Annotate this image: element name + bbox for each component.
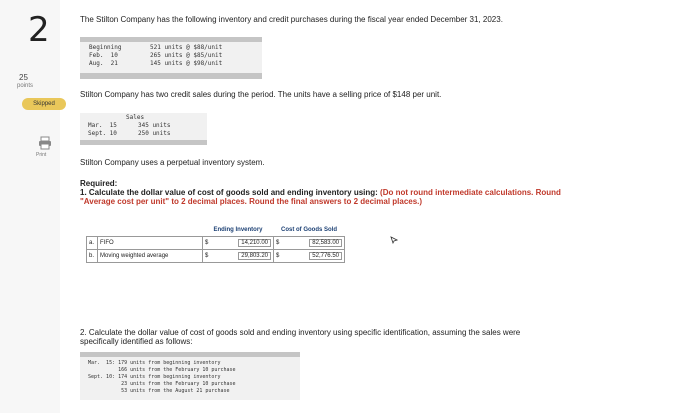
answer-table xyxy=(86,224,345,263)
row-letter: a. xyxy=(87,237,98,250)
ending-inventory-header: Ending Inventory xyxy=(213,227,263,233)
question-number: 2 xyxy=(28,10,50,50)
inventory-box-footer xyxy=(80,73,262,79)
method-moving-average: Moving weighted average xyxy=(98,250,203,263)
print-icon[interactable] xyxy=(38,136,52,150)
fifo-ending-inventory-input[interactable]: 14,210.00 xyxy=(238,239,271,247)
currency-symbol: $ xyxy=(274,237,285,250)
currency-symbol: $ xyxy=(203,237,214,250)
sales-intro: Stilton Company has two credit sales during the period. The units have a selling price of $148 per unit. xyxy=(80,90,442,99)
avg-ending-inventory-input[interactable]: 29,803.20 xyxy=(238,252,271,260)
requirement-1 xyxy=(80,188,561,197)
row-letter: b. xyxy=(87,250,98,263)
requirement-1-note-a: (Do not round intermediate calculations. Round xyxy=(380,188,561,197)
table-row xyxy=(87,250,345,263)
system-text: Stilton Company uses a perpetual inventory system. xyxy=(80,158,265,167)
requirement-1-main: 1. Calculate the dollar value of cost of goods sold and ending inventory using: xyxy=(80,188,378,197)
avg-cogs-input[interactable]: 52,776.50 xyxy=(309,252,342,260)
requirement-2-cont: specifically identified as follows: xyxy=(80,337,193,346)
cogs-header: Cost of Goods Sold xyxy=(281,227,337,233)
print-label[interactable]: Print xyxy=(36,152,47,158)
requirement-2: 2. Calculate the dollar value of cost of goods sold and ending inventory using specific identification, assuming the sales were xyxy=(80,328,521,337)
inventory-box-header xyxy=(80,37,262,42)
intro-text: The Stilton Company has the following inventory and credit purchases during the fiscal year ended December 31, 2023. xyxy=(80,15,503,24)
inventory-labels: Beginning Feb. 10 Aug. 21 xyxy=(89,44,122,67)
inventory-values: 521 units @ $88/unit 265 units @ $85/unit 145 units @ $98/unit xyxy=(150,44,223,67)
points-value: 25 xyxy=(19,73,28,82)
points-label: points xyxy=(17,83,34,89)
table-header-row xyxy=(87,224,345,237)
specific-id-box-header xyxy=(80,352,300,357)
method-fifo: FIFO xyxy=(98,237,203,250)
question-sidebar xyxy=(0,0,60,413)
sales-header: Sales xyxy=(126,114,145,121)
mouse-cursor-icon xyxy=(390,236,398,244)
status-badge: Skipped xyxy=(22,98,66,110)
requirement-1-note-b: "Average cost per unit" to 2 decimal places. Round the final answers to 2 decimal places.) xyxy=(80,197,423,206)
sales-units: 345 units 250 units xyxy=(138,122,171,137)
currency-symbol: $ xyxy=(274,250,285,263)
currency-symbol: $ xyxy=(203,250,214,263)
sales-dates: Mar. 15 Sept. 10 xyxy=(88,122,117,137)
required-label: Required: xyxy=(80,179,118,188)
table-row xyxy=(87,237,345,250)
specific-id-text: Mar. 15: 179 units from beginning inventory 166 units from the February 10 purchase Sept. 10: 174 units from beginning inventory 23 units from the February 10 purchase 53 units from the August 21 purchase xyxy=(88,360,236,394)
fifo-cogs-input[interactable]: 82,583.00 xyxy=(309,239,342,247)
sales-box-footer xyxy=(80,140,207,145)
